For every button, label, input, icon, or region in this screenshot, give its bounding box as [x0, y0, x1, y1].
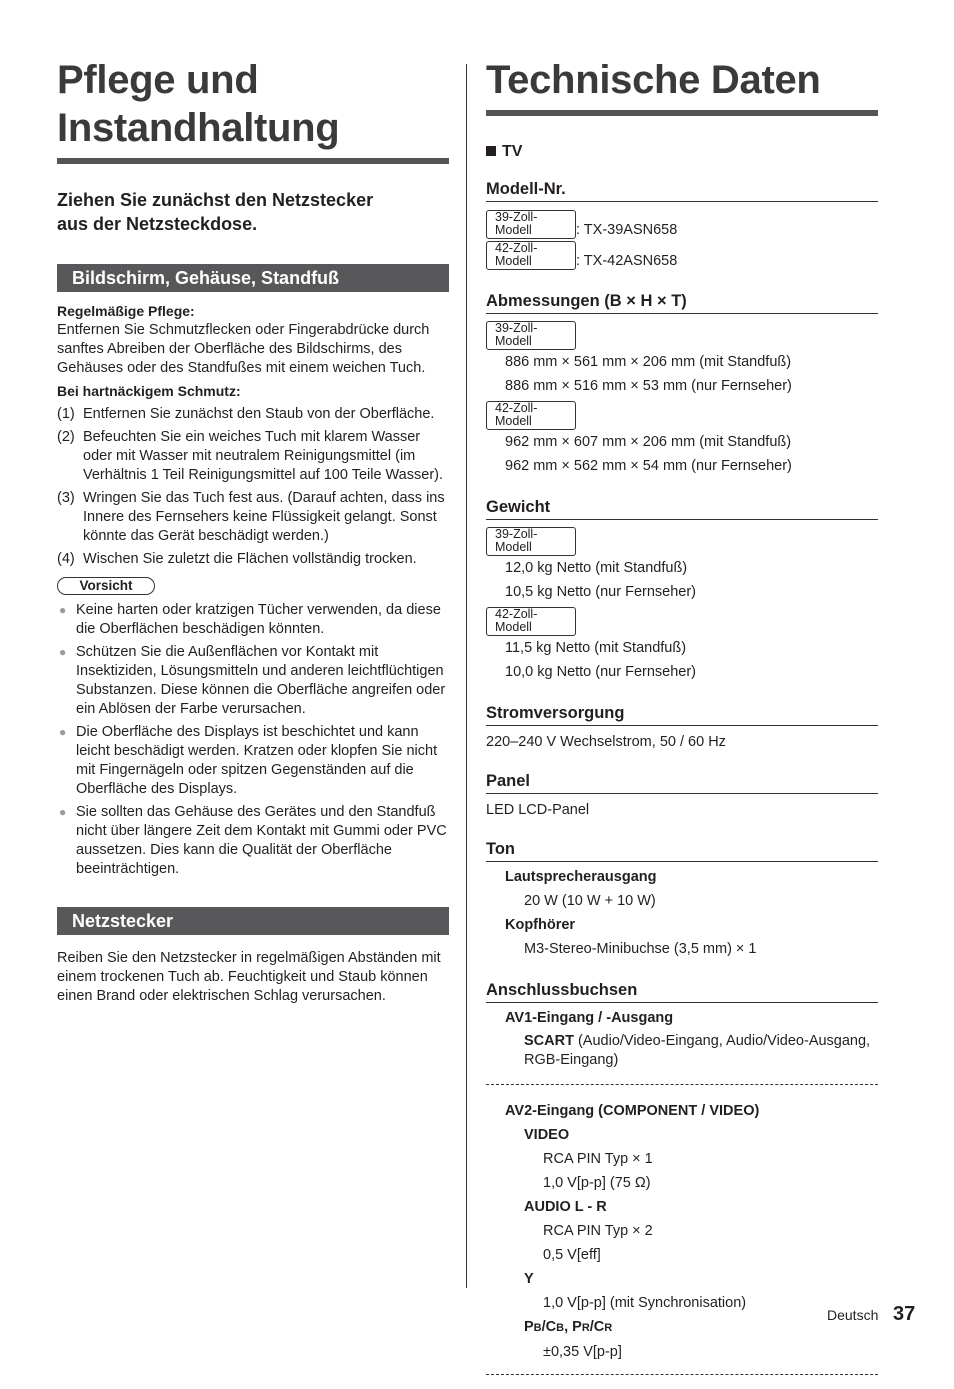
unplug-notice [57, 188, 449, 236]
sound-heading: Ton [486, 838, 878, 862]
cleaning-step [57, 405, 449, 424]
caution-list [57, 601, 449, 879]
cleaning-steps [57, 405, 449, 569]
weight-groups [486, 527, 878, 684]
caution-text: Schützen Sie die Außenflächen vor Kontakt mit Insektiziden, Lösungsmitteln und anderen leichtflüchtigen Substanzen. Diese können die Oberfläche angreifen oder ein Ablösen der Farbe verursachen. [76, 644, 446, 717]
weight-value: 12,0 kg Netto (mit Standfuß) [505, 560, 688, 576]
caution-text: Die Oberfläche des Displays ist beschichtet und kann leicht beschädigt werden. Kratzen oder klopfen Sie nicht mit Fingernägeln oder spitzen Gegenständen auf die Oberfläche des Displays. [76, 724, 438, 797]
headphone-label: Kopfhörer [505, 917, 576, 933]
caution-text: Sie sollten das Gehäuse des Gerätes und den Standfuß nicht über längere Zeit dem Kontakt mit Gummi oder PVC aussetzen. Dies kann die Qualität der Oberfläche beeinträchtigen. [76, 804, 447, 877]
column-divider [466, 64, 467, 1288]
video-value-1: RCA PIN Typ × 1 [543, 1151, 653, 1167]
care-title-line2: Instandhaltung [57, 106, 340, 150]
speaker-value: 20 W (10 W + 10 W) [524, 893, 656, 909]
av2-label: AV2-Eingang (COMPONENT / VIDEO) [505, 1103, 760, 1119]
plug-text: Reiben Sie den Netzstecker in regelmäßigen Abständen mit einem trockenen Tuch ab. Feuchtigkeit und Staub können einen Brand oder elektrischen Schlag verursachen. [57, 950, 441, 1004]
scart-label: SCART [524, 1033, 574, 1049]
scart-description [486, 1032, 878, 1070]
dashed-separator [486, 1084, 878, 1085]
bullet-dot-icon: ● [59, 645, 67, 659]
step-text: Entfernen Sie zunächst den Staub von der Oberfläche. [83, 406, 435, 422]
power-heading: Stromversorgung [486, 702, 878, 726]
y-label: Y [524, 1271, 534, 1287]
dimensions-value: 886 mm × 516 mm × 53 mm (nur Fernseher) [505, 378, 792, 394]
stubborn-dirt-label: Bei hartnäckigem Schmutz: [57, 383, 241, 399]
video-value-2: 1,0 V[p-p] (75 Ω) [543, 1175, 651, 1191]
model-size-badge: 39-Zoll-Modell [486, 210, 576, 239]
care-column [57, 56, 449, 1006]
scart-text: (Audio/Video-Eingang, Audio/Video-Ausgang, RGB-Eingang) [524, 1033, 871, 1068]
caution-badge: Vorsicht [57, 577, 155, 595]
weight-badge-row [486, 607, 878, 636]
speaker-label: Lautsprecherausgang [505, 869, 657, 885]
y-value: 1,0 V[p-p] (mit Synchronisation) [543, 1295, 747, 1311]
model-number: : TX-39ASN658 [576, 222, 678, 238]
cleaning-step [57, 428, 449, 485]
unplug-notice-line1: Ziehen Sie zunächst den Netzstecker [57, 190, 374, 210]
step-number: (2) [57, 429, 75, 445]
dimensions-size-badge: 42-Zoll-Modell [486, 401, 576, 430]
audio-label: AUDIO L - R [524, 1199, 607, 1215]
audio-value-2: 0,5 V[eff] [543, 1247, 601, 1263]
square-bullet-icon [486, 146, 496, 156]
caution-item [57, 803, 449, 879]
weight-size-badge: 39-Zoll-Modell [486, 527, 576, 556]
weight-heading: Gewicht [486, 496, 878, 520]
connections-heading: Anschlussbuchsen [486, 979, 878, 1003]
headphone-value: M3-Stereo-Minibuchse (3,5 mm) × 1 [524, 941, 757, 957]
model-row [486, 210, 878, 241]
dimensions-value: 886 mm × 561 mm × 206 mm (mit Standfuß) [505, 354, 792, 370]
specs-column [486, 56, 878, 1389]
connections-block [486, 1006, 878, 1375]
dimensions-value: 962 mm × 607 mm × 206 mm (mit Standfuß) [505, 434, 792, 450]
regular-care-label: Regelmäßige Pflege: [57, 303, 195, 319]
section-heading-screen: Bildschirm, Gehäuse, Standfuß [57, 264, 449, 292]
caution-item [57, 601, 449, 639]
step-text: Befeuchten Sie ein weiches Tuch mit klarem Wasser oder mit Wasser mit neutralem Reinigungsmittel (im Verhältnis 1 Teil Reinigungsmittel auf 100 Teile Wasser). [83, 429, 444, 483]
tv-label [486, 142, 878, 162]
bullet-dot-icon: ● [59, 725, 67, 739]
dimensions-groups [486, 321, 878, 478]
dimensions-badge-row [486, 321, 878, 350]
model-size-badge: 42-Zoll-Modell [486, 241, 576, 270]
audio-value-1: RCA PIN Typ × 2 [543, 1223, 653, 1239]
unplug-notice-line2: aus der Netzsteckdose. [57, 214, 258, 234]
specs-title: Technische Daten [486, 56, 878, 116]
weight-value: 11,5 kg Netto (mit Standfuß) [505, 640, 687, 656]
av1-label: AV1-Eingang / -Ausgang [505, 1010, 674, 1026]
step-text: Wringen Sie das Tuch fest aus. (Darauf achten, dass ins Innere des Fernsehers keine Flüssigkeit gelangt. Sonst könnte das Gerät beschädigt werden.) [83, 490, 445, 544]
weight-badge-row [486, 527, 878, 556]
caution-item [57, 643, 449, 719]
page-number: 37 [893, 1303, 916, 1325]
model-row [486, 241, 878, 272]
step-number: (4) [57, 551, 75, 567]
dimensions-size-badge: 39-Zoll-Modell [486, 321, 576, 350]
weight-value: 10,0 kg Netto (nur Fernseher) [505, 664, 697, 680]
model-heading: Modell-Nr. [486, 178, 878, 202]
dimensions-heading: Abmessungen (B × H × T) [486, 290, 878, 314]
sound-block [486, 865, 878, 961]
caution-item [57, 723, 449, 799]
model-number: : TX-42ASN658 [576, 253, 678, 269]
video-label: VIDEO [524, 1127, 570, 1143]
section-heading-plug: Netzstecker [57, 907, 449, 935]
cleaning-step [57, 489, 449, 546]
care-title [57, 56, 449, 164]
step-number: (1) [57, 406, 75, 422]
regular-care-text: Entfernen Sie Schmutzflecken oder Fingerabdrücke durch sanftes Abreiben der Oberfläche des Bildschirms, des Gehäuses oder des Standfußes mit einem weichen Tuch. [57, 322, 430, 376]
power-value: 220–240 V Wechselstrom, 50 / 60 Hz [486, 734, 726, 750]
bullet-dot-icon: ● [59, 805, 67, 819]
caution-text: Keine harten oder kratzigen Tücher verwenden, da diese die Oberflächen beschädigen könnten. [76, 602, 441, 637]
cleaning-step [57, 550, 449, 569]
pbpr-value: ±0,35 V[p-p] [543, 1344, 622, 1360]
dashed-separator-bottom [486, 1374, 878, 1375]
dimensions-value: 962 mm × 562 mm × 54 mm (nur Fernseher) [505, 458, 792, 474]
step-text: Wischen Sie zuletzt die Flächen vollständig trocken. [83, 551, 417, 567]
weight-size-badge: 42-Zoll-Modell [486, 607, 576, 636]
model-rows [486, 210, 878, 272]
panel-value: LED LCD-Panel [486, 802, 590, 818]
panel-heading: Panel [486, 770, 878, 794]
pbpr-label: PB/CB, PR/CR [524, 1319, 613, 1335]
weight-value: 10,5 kg Netto (nur Fernseher) [505, 584, 697, 600]
care-title-line1: Pflege und [57, 58, 259, 102]
dimensions-badge-row [486, 401, 878, 430]
step-number: (3) [57, 490, 75, 506]
bullet-dot-icon: ● [59, 603, 67, 617]
tv-label-text: TV [502, 143, 523, 160]
footer-language: Deutsch [827, 1307, 879, 1323]
